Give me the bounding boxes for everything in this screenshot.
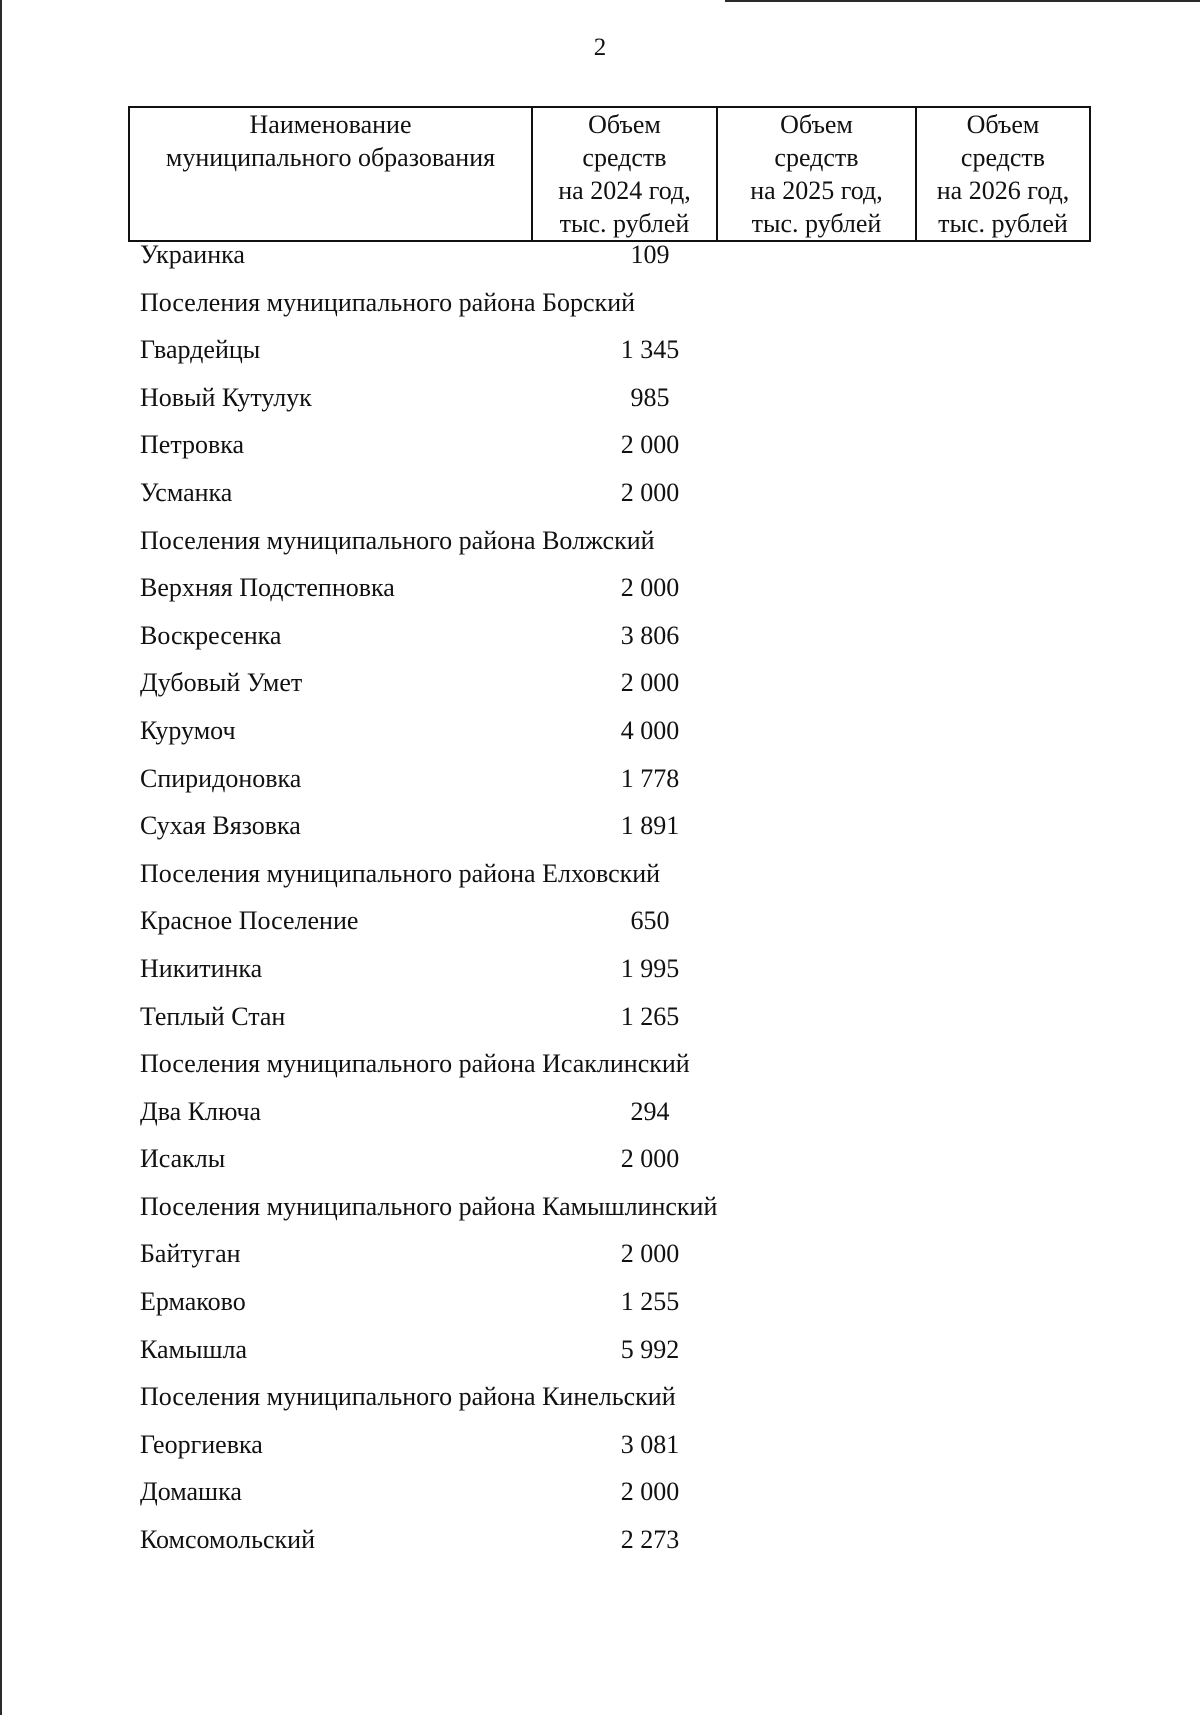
header-name-label: Наименование муниципального образования <box>165 110 496 172</box>
municipality-name: Красное Поселение <box>140 906 359 936</box>
municipality-name: Верхняя Подстепновка <box>140 573 395 603</box>
district-group-row <box>140 859 1100 907</box>
amount-2024: 109 <box>630 240 670 269</box>
page-number: 2 <box>593 34 607 61</box>
amount-2024: 294 <box>630 1096 670 1126</box>
municipality-name: Усманка <box>140 477 233 507</box>
scan-top-rule <box>725 0 1200 2</box>
municipality-name: Курумоч <box>140 715 236 745</box>
district-group-row <box>140 1382 1100 1430</box>
amount-2024: 1 255 <box>620 1287 680 1317</box>
district-group-row <box>140 526 1100 574</box>
table-row <box>140 383 1100 431</box>
table-header <box>128 106 1091 242</box>
table-row <box>140 716 1100 764</box>
district-group-label: Поселения муниципального района Волжский <box>140 525 655 555</box>
amount-2024: 1 995 <box>620 953 680 983</box>
table-row <box>140 335 1100 383</box>
header-cell-2024 <box>532 107 717 241</box>
table-row <box>140 668 1100 716</box>
table-row <box>140 478 1100 526</box>
table-body <box>140 240 1100 1573</box>
amount-2024: 2 000 <box>620 573 680 603</box>
district-group-label: Поселения муниципального района Камышлинский <box>140 1191 718 1221</box>
municipality-name: Дубовый Умет <box>140 668 303 698</box>
municipality-name: Байтуган <box>140 1239 241 1269</box>
table-row <box>140 764 1100 812</box>
municipality-name: Воскресенка <box>140 620 282 650</box>
amount-2024: 1 345 <box>620 335 680 365</box>
table-row <box>140 1002 1100 1050</box>
municipality-name: Исаклы <box>140 1144 226 1174</box>
district-group-row <box>140 1049 1100 1097</box>
municipality-name: Новый Кутулук <box>140 382 312 412</box>
table-row <box>140 240 1100 288</box>
municipality-name: Спиридоновка <box>140 763 302 793</box>
district-group-label: Поселения муниципального района Елховский <box>140 858 661 888</box>
amount-2024: 2 000 <box>620 477 680 507</box>
table-row <box>140 1525 1100 1573</box>
table-row <box>140 1144 1100 1192</box>
municipality-name: Два Ключа <box>140 1096 262 1126</box>
header-cell-2025 <box>717 107 916 241</box>
table-row <box>140 1287 1100 1335</box>
table-row <box>140 811 1100 859</box>
district-group-row <box>140 288 1100 336</box>
header-2025-label: Объем средств на 2025 год, тыс. рублей <box>750 110 883 238</box>
municipality-name: Ермаково <box>140 1287 246 1317</box>
municipality-name: Теплый Стан <box>140 1001 286 1031</box>
amount-2024: 650 <box>630 906 670 936</box>
amount-2024: 985 <box>630 382 670 412</box>
amount-2024: 2 273 <box>620 1525 680 1555</box>
amount-2024: 2 000 <box>620 430 680 460</box>
header-2024-label: Объем средств на 2024 год, тыс. рублей <box>558 110 691 238</box>
table-row <box>140 573 1100 621</box>
municipality-name: Георгиевка <box>140 1429 263 1459</box>
table-row <box>140 430 1100 478</box>
district-group-label: Поселения муниципального района Кинельский <box>140 1382 676 1412</box>
amount-2024: 1 891 <box>620 811 680 841</box>
table-row <box>140 1430 1100 1478</box>
municipality-name: Никитинка <box>140 953 263 983</box>
municipality-name: Украинка <box>140 240 245 269</box>
amount-2024: 3 081 <box>620 1429 680 1459</box>
amount-2024: 2 000 <box>620 1239 680 1269</box>
amount-2024: 2 000 <box>620 1477 680 1507</box>
municipality-name: Камышла <box>140 1334 247 1364</box>
amount-2024: 5 992 <box>620 1334 680 1364</box>
municipality-name: Петровка <box>140 430 245 460</box>
amount-2024: 4 000 <box>620 715 680 745</box>
table-row <box>140 1097 1100 1145</box>
amount-2024: 2 000 <box>620 668 680 698</box>
table-row <box>140 906 1100 954</box>
district-group-label: Поселения муниципального района Исаклинский <box>140 1049 690 1079</box>
table-header-row <box>129 107 1090 241</box>
municipality-name: Гвардейцы <box>140 335 261 365</box>
municipality-name: Сухая Вязовка <box>140 811 301 841</box>
municipality-name: Домашка <box>140 1477 242 1507</box>
amount-2024: 2 000 <box>620 1144 680 1174</box>
amount-2024: 1 778 <box>620 763 680 793</box>
header-cell-2026 <box>916 107 1090 241</box>
table-row <box>140 1239 1100 1287</box>
scan-left-edge <box>0 0 2 1715</box>
municipality-name: Комсомольский <box>140 1525 315 1555</box>
amount-2024: 3 806 <box>620 620 680 650</box>
header-cell-name <box>129 107 532 241</box>
table-row <box>140 1477 1100 1525</box>
table-row <box>140 1335 1100 1383</box>
table-row <box>140 954 1100 1002</box>
header-2026-label: Объем средств на 2026 год, тыс. рублей <box>936 110 1070 238</box>
district-group-row <box>140 1192 1100 1240</box>
district-group-label: Поселения муниципального района Борский <box>140 287 636 317</box>
amount-2024: 1 265 <box>620 1001 680 1031</box>
table-row <box>140 621 1100 669</box>
